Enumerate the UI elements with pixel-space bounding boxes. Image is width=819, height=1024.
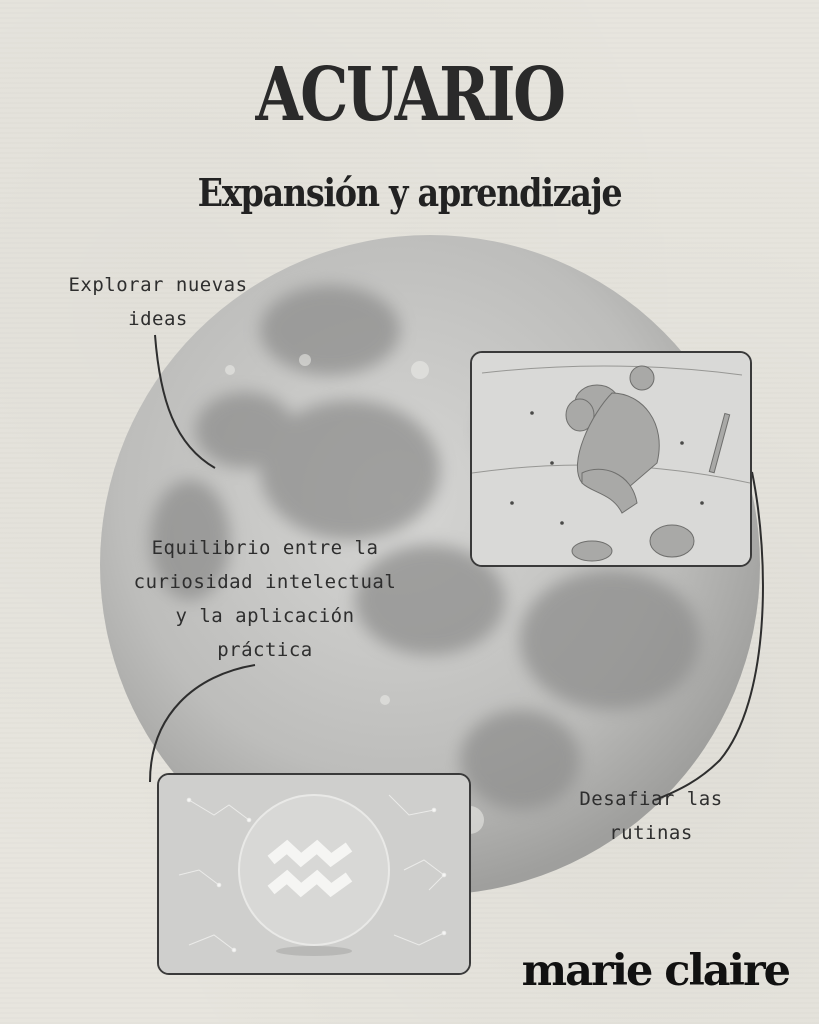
aquarius-constellation-image bbox=[472, 353, 750, 565]
aquarius-symbol-icon bbox=[159, 775, 469, 973]
page-subtitle: Expansión y aprendizaje bbox=[197, 170, 622, 215]
brand-logo[interactable]: marie claire bbox=[521, 946, 789, 996]
zodiac-card bbox=[157, 773, 471, 975]
callout-balance: Equilibrio entre la curiosidad intelectual y la aplicación práctica bbox=[133, 537, 397, 661]
callout-challenge: Desafiar las rutinas bbox=[579, 788, 723, 844]
constellation-card bbox=[470, 351, 752, 567]
page-title: ACUARIO bbox=[255, 52, 564, 138]
callout-explore: Explorar nuevas ideas bbox=[68, 274, 248, 330]
